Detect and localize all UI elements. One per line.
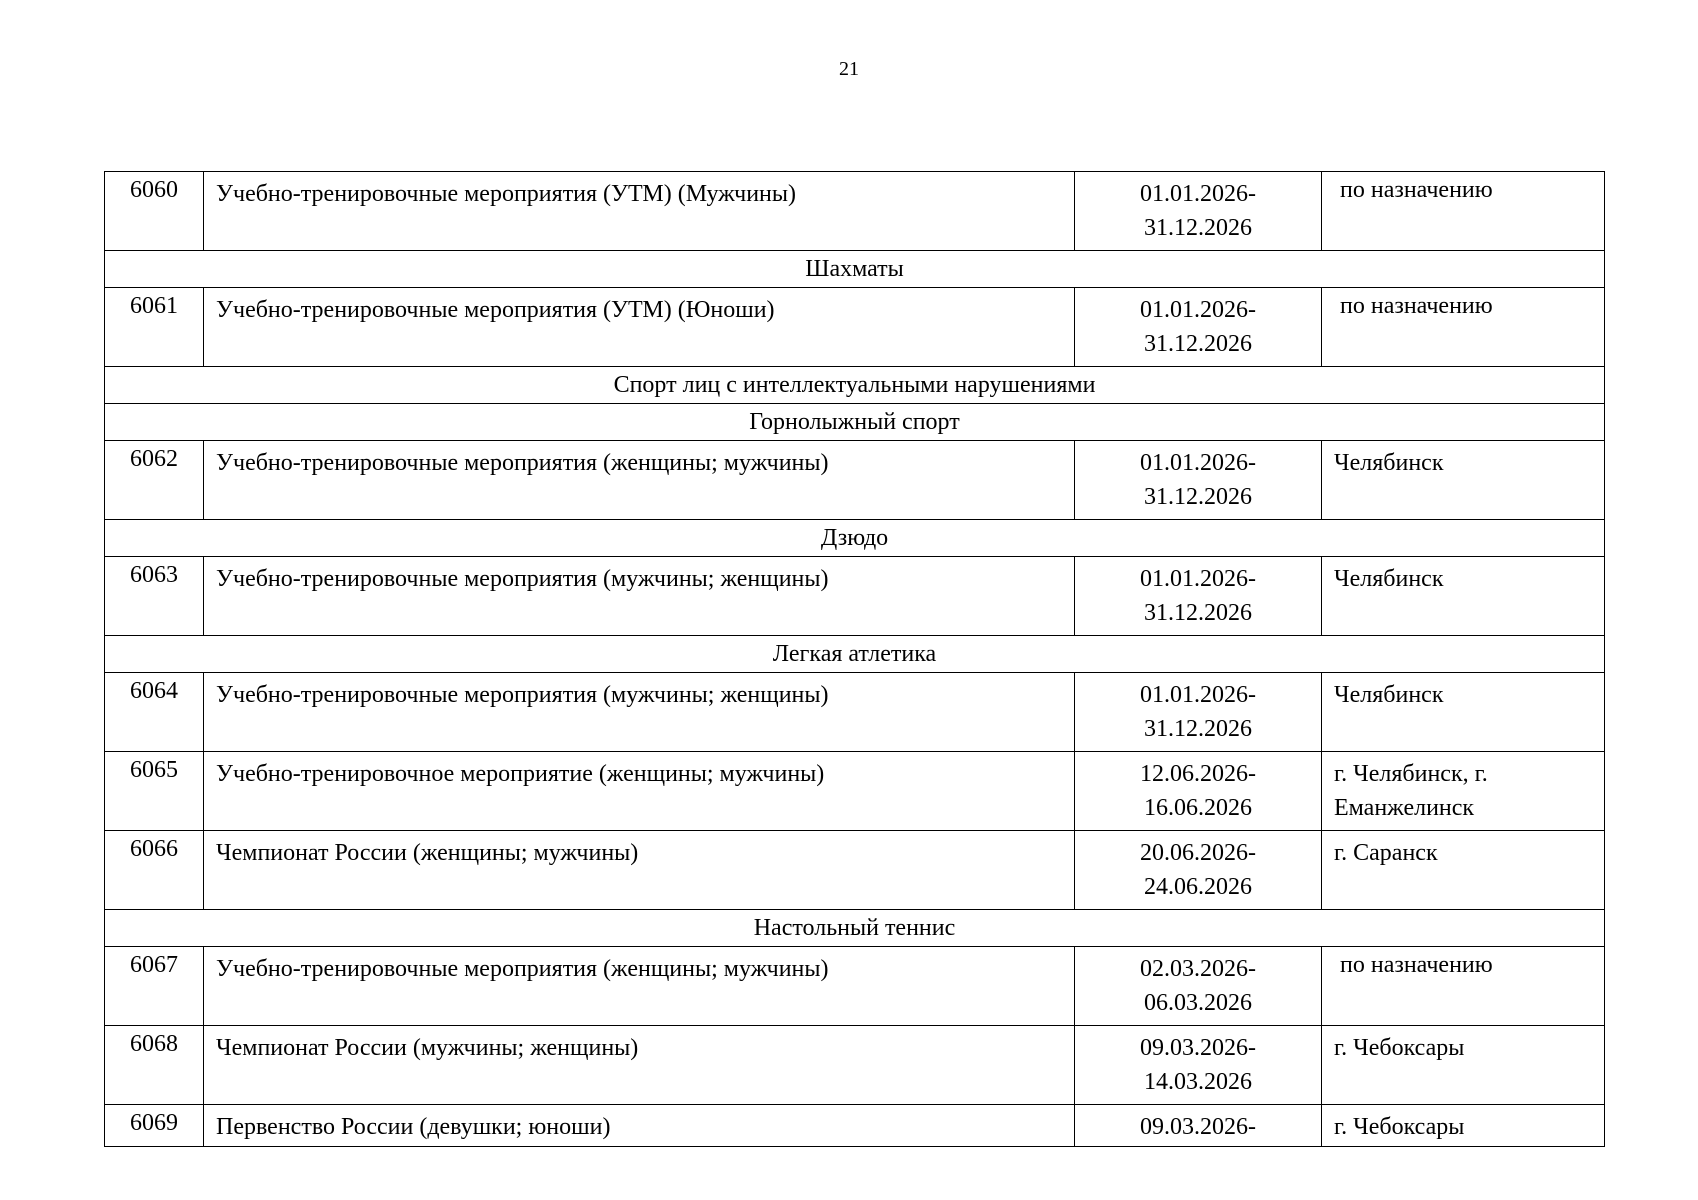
event-name: Первенство России (девушки; юноши) <box>204 1105 1075 1147</box>
section-header-row <box>105 636 1605 673</box>
event-name: Учебно-тренировочные мероприятия (женщины; мужчины) <box>204 441 1075 520</box>
event-date-end: 31.12.2026 <box>1144 215 1252 241</box>
event-dates <box>1075 673 1322 752</box>
event-date-start: 09.03.2026- <box>1140 1114 1256 1140</box>
event-number: 6062 <box>105 441 204 520</box>
event-dates <box>1075 557 1322 636</box>
event-date-end: 31.12.2026 <box>1144 484 1252 510</box>
event-row <box>105 288 1605 367</box>
page-number: 21 <box>839 58 859 80</box>
event-date-start: 01.01.2026- <box>1140 566 1256 592</box>
event-number: 6069 <box>105 1105 204 1147</box>
event-dates <box>1075 1026 1322 1105</box>
event-name: Чемпионат России (мужчины; женщины) <box>204 1026 1075 1105</box>
event-place: по назначению <box>1322 172 1605 251</box>
event-dates <box>1075 172 1322 251</box>
event-name: Учебно-тренировочные мероприятия (УТМ) (Мужчины) <box>204 172 1075 251</box>
section-title: Шахматы <box>105 251 1605 288</box>
event-date-end: 31.12.2026 <box>1144 716 1252 742</box>
event-date-start: 20.06.2026- <box>1140 840 1256 866</box>
event-row <box>105 557 1605 636</box>
section-title: Дзюдо <box>105 520 1605 557</box>
event-place: г. Челябинск, г. Еманжелинск <box>1322 752 1605 831</box>
event-date-end: 31.12.2026 <box>1144 331 1252 357</box>
event-dates <box>1075 947 1322 1026</box>
event-number: 6065 <box>105 752 204 831</box>
event-dates <box>1075 752 1322 831</box>
event-date-end: 31.12.2026 <box>1144 600 1252 626</box>
event-place: г. Саранск <box>1322 831 1605 910</box>
event-dates <box>1075 441 1322 520</box>
section-header-row <box>105 251 1605 288</box>
event-date-start: 01.01.2026- <box>1140 297 1256 323</box>
event-number: 6063 <box>105 557 204 636</box>
event-place: г. Чебоксары <box>1322 1026 1605 1105</box>
section-header-row <box>105 404 1605 441</box>
section-title: Спорт лиц с интеллектуальными нарушениями <box>105 367 1605 404</box>
section-title: Горнолыжный спорт <box>105 404 1605 441</box>
event-number: 6066 <box>105 831 204 910</box>
events-table-body <box>105 172 1605 1147</box>
section-title: Настольный теннис <box>105 910 1605 947</box>
event-row <box>105 831 1605 910</box>
event-place: г. Чебоксары <box>1322 1105 1605 1147</box>
event-date-end: 06.03.2026 <box>1144 990 1252 1016</box>
event-date-start: 01.01.2026- <box>1140 450 1256 476</box>
event-row <box>105 673 1605 752</box>
section-title: Легкая атлетика <box>105 636 1605 673</box>
event-date-start: 02.03.2026- <box>1140 956 1256 982</box>
event-row <box>105 752 1605 831</box>
event-name: Учебно-тренировочные мероприятия (женщины; мужчины) <box>204 947 1075 1026</box>
event-date-start: 09.03.2026- <box>1140 1035 1256 1061</box>
event-row <box>105 1026 1605 1105</box>
event-name: Учебно-тренировочные мероприятия (мужчины; женщины) <box>204 557 1075 636</box>
event-dates <box>1075 831 1322 910</box>
event-dates <box>1075 288 1322 367</box>
event-row <box>105 947 1605 1026</box>
event-place: по назначению <box>1322 288 1605 367</box>
section-header-row <box>105 367 1605 404</box>
event-place: Челябинск <box>1322 441 1605 520</box>
event-date-start: 01.01.2026- <box>1140 682 1256 708</box>
event-date-end: 16.06.2026 <box>1144 795 1252 821</box>
event-place: Челябинск <box>1322 673 1605 752</box>
section-header-row <box>105 910 1605 947</box>
event-name: Учебно-тренировочные мероприятия (мужчины; женщины) <box>204 673 1075 752</box>
event-name: Учебно-тренировочное мероприятие (женщины; мужчины) <box>204 752 1075 831</box>
event-name: Чемпионат России (женщины; мужчины) <box>204 831 1075 910</box>
event-row <box>105 441 1605 520</box>
event-date-start: 12.06.2026- <box>1140 761 1256 787</box>
event-date-end: 24.06.2026 <box>1144 874 1252 900</box>
event-number: 6061 <box>105 288 204 367</box>
event-date-end: 14.03.2026 <box>1144 1069 1252 1095</box>
event-row <box>105 172 1605 251</box>
event-date-start: 01.01.2026- <box>1140 181 1256 207</box>
event-name: Учебно-тренировочные мероприятия (УТМ) (Юноши) <box>204 288 1075 367</box>
event-number: 6068 <box>105 1026 204 1105</box>
event-place: Челябинск <box>1322 557 1605 636</box>
event-number: 6067 <box>105 947 204 1026</box>
events-table <box>104 171 1605 1147</box>
event-dates <box>1075 1105 1322 1147</box>
section-header-row <box>105 520 1605 557</box>
event-row <box>105 1105 1605 1147</box>
event-number: 6064 <box>105 673 204 752</box>
event-number: 6060 <box>105 172 204 251</box>
event-place: по назначению <box>1322 947 1605 1026</box>
